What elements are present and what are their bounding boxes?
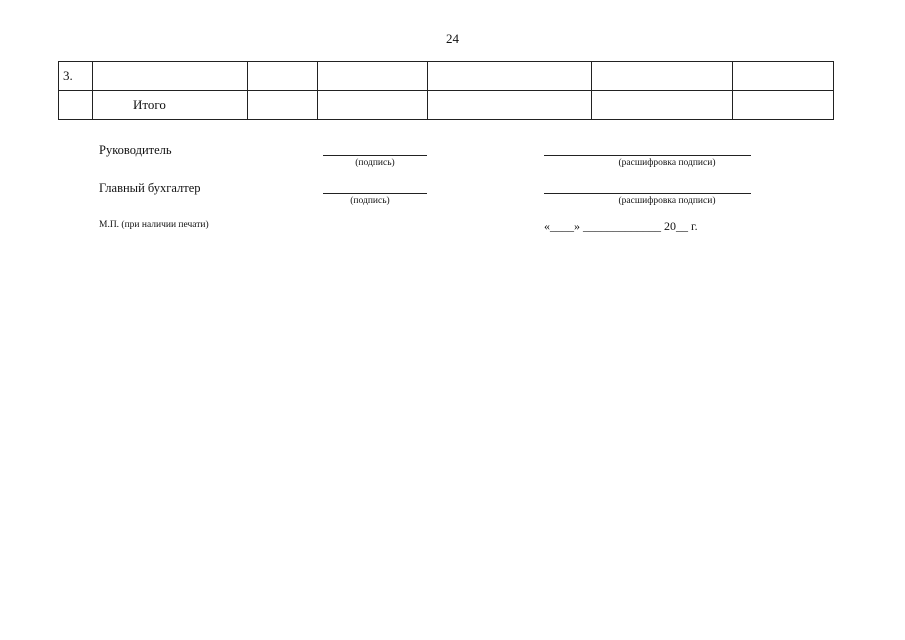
page-number: 24	[446, 31, 459, 46]
table-row-total	[59, 91, 834, 120]
table-cell	[248, 62, 318, 91]
date-field: «____» _____________ 20__ г.	[544, 219, 698, 233]
accountant-label: Главный бухгалтер	[99, 181, 201, 195]
head-signature-caption: (подпись)	[355, 158, 395, 168]
report-table	[58, 61, 834, 120]
accountant-signature-line	[323, 193, 427, 194]
table-cell	[318, 91, 428, 120]
row-number-cell: 3.	[59, 62, 93, 91]
table-cell	[592, 62, 733, 91]
table-cell	[248, 91, 318, 120]
head-decode-caption: (расшифровка подписи)	[618, 158, 716, 168]
table-cell	[93, 62, 248, 91]
table-cell	[733, 62, 834, 91]
table-cell	[59, 91, 93, 120]
accountant-signature-caption: (подпись)	[350, 196, 390, 206]
total-label: Итого	[93, 91, 248, 120]
head-signature-line	[323, 155, 427, 156]
table-cell	[428, 62, 592, 91]
table-cell	[733, 91, 834, 120]
stamp-note: М.П. (при наличии печати)	[99, 220, 209, 230]
table-cell	[428, 91, 592, 120]
accountant-decode-caption: (расшифровка подписи)	[618, 196, 716, 206]
table-row	[59, 62, 834, 91]
table-cell	[592, 91, 733, 120]
head-decode-line	[544, 155, 751, 156]
accountant-decode-line	[544, 193, 751, 194]
table-cell	[318, 62, 428, 91]
head-label: Руководитель	[99, 143, 172, 157]
